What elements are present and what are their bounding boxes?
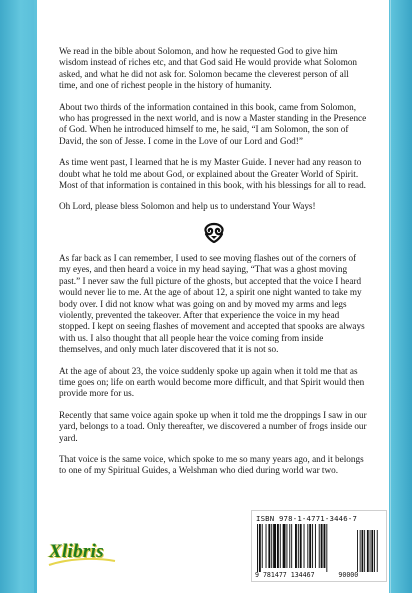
logo-swoosh-icon	[47, 555, 117, 569]
barcode-bars	[257, 524, 383, 572]
paragraph-master-guide: As time went past, I learned that he is my Master Guide. I never had any reason to doubt what he told me about God, or explained about the Greater World of Spirit. Most of that information is contained in this book, with his blessings for all to read.	[59, 157, 366, 191]
ean-digits: 9 781477 134467 90000	[255, 571, 359, 579]
isbn-number: ISBN 978-1-4771-3446-7	[256, 514, 358, 523]
paragraph-age-23: At the age of about 23, the voice suddenly spoke up again when it told me that as time goes on; life on earth would become more difficult, and that Spirit would then provide more for us.	[59, 365, 365, 399]
isbn-barcode	[251, 510, 387, 582]
barcode-addon: 90000	[338, 571, 359, 579]
blurb-text	[59, 46, 368, 487]
paragraph-spiritual-guide: That voice is the same voice, which spoke to me so many years ago, and it belongs to one of my Spiritual Guides, a Welshman who died during world war two.	[59, 453, 364, 476]
paragraph-toad: Recently that same voice again spoke up when it told me the droppings I saw in our yard, belongs to a toad. Only thereafter, we discovered a number of frogs inside our yard.	[59, 409, 367, 443]
paragraph-ghosts: As far back as I can remember, I used to see moving flashes out of the corners of my eyes, and then heard a voice in my head saying, “That was a ghost moving past.” I never saw the full picture of the ghosts, but accepted that the voice I heard would never lie to me. At the age of about 12, a spirit one night wanted to take my body over. I did not know what was going on and by moved my arms and legs violently, prevented the takeover. After that experience the voice in my head stopped. I kept on seeing flashes of movement and accepted that spooks are always with us. I also thought that all people hear the voice coming from inside themselves, and only much later discovered that it is not so.	[59, 252, 365, 355]
publisher-logo: Xlibris	[49, 541, 104, 562]
fleuron-ornament-icon	[200, 222, 228, 244]
paragraph-solomon-source: About two thirds of the information contained in this book, came from Solomon, who has progressed in the next world, and is now a Master standing in the Presence of God. When he introduced himself to me, he said, “I am Solomon, the son of David, the son of Jesse. I come in the Love of our Lord and God!”	[59, 101, 367, 146]
back-cover-text-panel	[37, 0, 389, 593]
paragraph-solomon-bible: We read in the bible about Solomon, and how he requested God to give him wisdom instead of riches etc, and that God said He would provide what Solomon asked, and what he did not ask for. Solomon became the cleverest person of all time, and one of richest people in the history of humanity.	[59, 46, 358, 91]
paragraph-prayer: Oh Lord, please bless Solomon and help us to understand Your Ways!	[59, 201, 316, 212]
cover-left-edge	[0, 0, 34, 593]
ornament-divider	[59, 221, 368, 245]
